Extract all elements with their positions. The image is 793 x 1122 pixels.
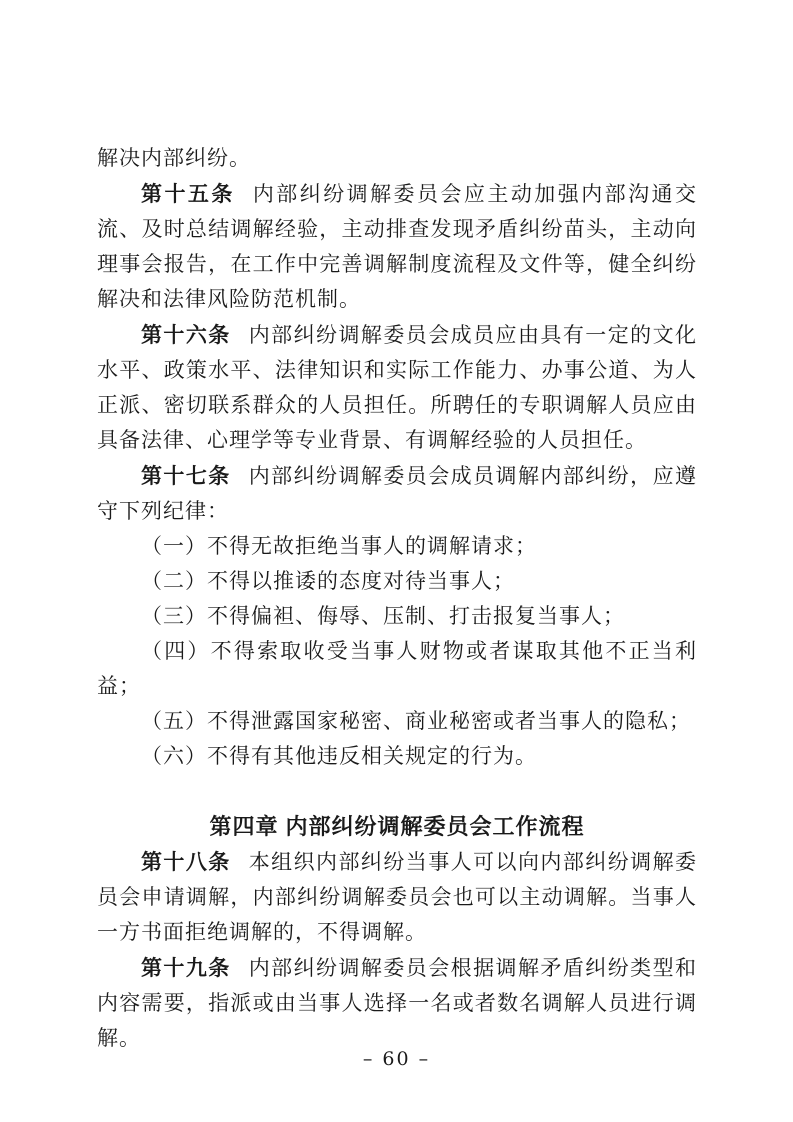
list-item-paragraph: （二）不得以推诿的态度对待当事人； (141, 569, 515, 593)
article-text: 内部纠纷调解委员会成员应由具有一定的文化水平、政策水平、法律知识和实际工作能力、办事公道、为人正派、密切联系群众的人员担任。所聘任的专职调解人员应由具备法律、心理学等专业背景、有调解经验的人员担任。 (97, 323, 698, 452)
article-text: 内部纠纷调解委员会应主动加强内部沟通交流、及时总结调解经验，主动排查发现矛盾纠纷苗头，主动向理事会报告，在工作中完善调解制度流程及文件等，健全纠纷解决和法律风险防范机制。 (97, 182, 698, 311)
page-number: – 60 – (362, 1048, 431, 1070)
article-number-label: 第十八条 (141, 849, 231, 874)
list-item-paragraph: （三）不得偏袒、侮辱、压制、打击报复当事人； (141, 604, 625, 628)
article-paragraph (97, 176, 697, 317)
article-paragraph (97, 317, 697, 458)
article-paragraph (97, 844, 697, 950)
article-number-label: 第十五条 (141, 181, 235, 206)
list-item-paragraph: （六）不得有其他违反相关规定的行为。 (141, 744, 537, 768)
list-item-paragraph: （五）不得泄露国家秘密、商业秘密或者当事人的隐私； (141, 709, 691, 733)
page-footer (0, 1048, 793, 1070)
list-item-paragraph: （四）不得索取收受当事人财物或者谋取其他不正当利益； (97, 639, 697, 698)
article-text: 本组织内部纠纷当事人可以向内部纠纷调解委员会申请调解，内部纠纷调解委员会也可以主动调解。当事人一方书面拒绝调解的，不得调解。 (97, 850, 698, 944)
article-paragraph (97, 950, 697, 1056)
article-paragraph (97, 458, 697, 529)
continuation-paragraph: 解决内部纠纷。 (97, 146, 251, 170)
article-number-label: 第十七条 (141, 463, 231, 488)
article-number-label: 第十九条 (141, 955, 231, 980)
document-body (97, 141, 697, 1056)
article-number-label: 第十六条 (141, 322, 231, 347)
article-text: 内部纠纷调解委员会成员调解内部纠纷，应遵守下列纪律： (97, 464, 698, 523)
chapter-heading: 第四章 内部纠纷调解委员会工作流程 (209, 814, 585, 839)
list-item-paragraph: （一）不得无故拒绝当事人的调解请求； (141, 534, 537, 558)
article-text: 内部纠纷调解委员会根据调解矛盾纠纷类型和内容需要，指派或由当事人选择一名或者数名调解人员进行调解。 (97, 956, 698, 1050)
